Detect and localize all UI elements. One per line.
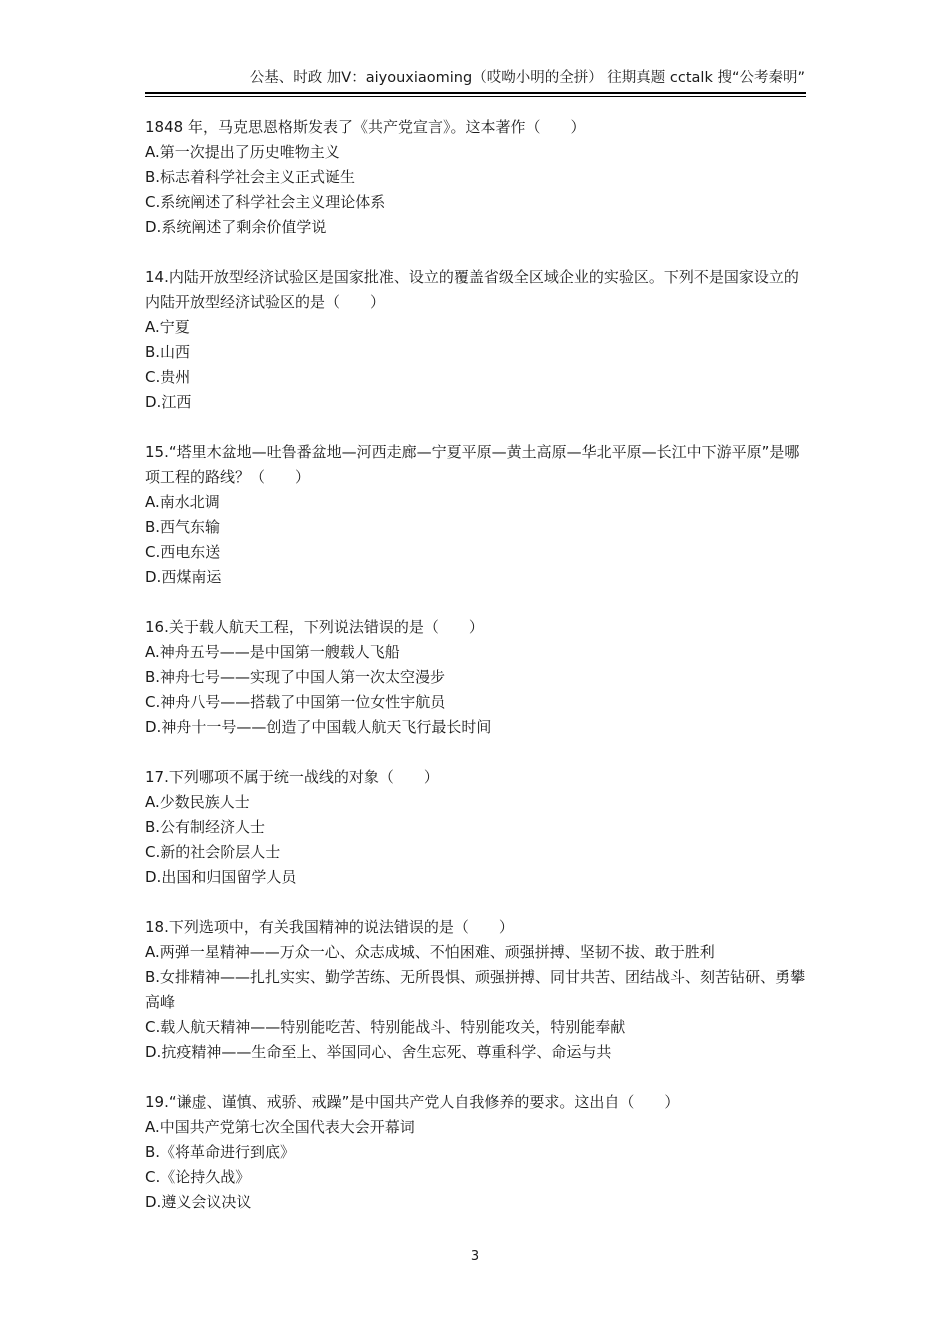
option-b: B.女排精神——扎扎实实、勤学苦练、无所畏惧、顽强拼搏、同甘共苦、团结战斗、刻苦钻研、勇攀高峰	[145, 968, 806, 1011]
question-17	[145, 765, 810, 890]
option-d: D.神舟十一号——创造了中国载人航天飞行最长时间	[145, 718, 492, 736]
question-19	[145, 1090, 810, 1215]
question-list	[145, 115, 810, 1240]
question-13	[145, 115, 810, 240]
question-stem: 1848 年，马克思恩格斯发表了《共产党宣言》。这本著作（ ）	[145, 118, 586, 136]
option-d: D.西煤南运	[145, 568, 222, 586]
option-a: A.两弹一星精神——万众一心、众志成城、不怕困难、顽强拼搏、坚韧不拔、敢于胜利	[145, 943, 715, 961]
question-stem: 15.“塔里木盆地—吐鲁番盆地—河西走廊—宁夏平原—黄土高原—华北平原—长江中下游平原”是哪项工程的路线？（ ）	[145, 443, 800, 486]
option-b: B.公有制经济人士	[145, 818, 266, 836]
page-header: 公基、时政 加V：aiyouxiaoming（哎呦小明的全拼） 往期真题 cctalk 搜“公考秦明”	[249, 70, 805, 86]
option-a: A.少数民族人士	[145, 793, 250, 811]
option-b: B.神舟七号——实现了中国人第一次太空漫步	[145, 668, 446, 686]
option-a: A.中国共产党第七次全国代表大会开幕词	[145, 1118, 415, 1136]
option-d: D.出国和归国留学人员	[145, 868, 297, 886]
option-a: A.南水北调	[145, 493, 220, 511]
header-rule-thin	[145, 96, 806, 97]
question-stem: 17.下列哪项不属于统一战线的对象（ ）	[145, 768, 439, 786]
question-stem: 14.内陆开放型经济试验区是国家批准、设立的覆盖省级全区域企业的实验区。下列不是国家设立的内陆开放型经济试验区的是（ ）	[145, 268, 799, 311]
question-stem: 18.下列选项中，有关我国精神的说法错误的是（ ）	[145, 918, 514, 936]
option-a: A.神舟五号——是中国第一艘载人飞船	[145, 643, 400, 661]
option-b: B.西气东输	[145, 518, 221, 536]
option-c: C.《论持久战》	[145, 1168, 251, 1186]
option-c: C.西电东送	[145, 543, 221, 561]
option-d: D.系统阐述了剩余价值学说	[145, 218, 327, 236]
option-c: C.神舟八号——搭载了中国第一位女性宇航员	[145, 693, 446, 711]
option-c: C.系统阐述了科学社会主义理论体系	[145, 193, 386, 211]
question-15	[145, 440, 810, 590]
option-d: D.江西	[145, 393, 192, 411]
header-rule-thick	[145, 92, 806, 94]
option-b: B.标志着科学社会主义正式诞生	[145, 168, 356, 186]
option-b: B.《将革命进行到底》	[145, 1143, 296, 1161]
option-b: B.山西	[145, 343, 191, 361]
option-d: D.抗疫精神——生命至上、举国同心、舍生忘死、尊重科学、命运与共	[145, 1043, 612, 1061]
question-16	[145, 615, 810, 740]
question-stem: 19.“谦虚、谨慎、戒骄、戒躁”是中国共产党人自我修养的要求。这出自（ ）	[145, 1093, 680, 1111]
option-c: C.载人航天精神——特别能吃苦、特别能战斗、特别能攻关，特别能奉献	[145, 1018, 626, 1036]
question-14	[145, 265, 810, 415]
option-c: C.新的社会阶层人士	[145, 843, 281, 861]
option-a: A.宁夏	[145, 318, 190, 336]
page-number: 3	[470, 1249, 480, 1264]
option-c: C.贵州	[145, 368, 191, 386]
question-18	[145, 915, 810, 1065]
option-a: A.第一次提出了历史唯物主义	[145, 143, 340, 161]
option-d: D.遵义会议决议	[145, 1193, 252, 1211]
question-stem: 16.关于载人航天工程，下列说法错误的是（ ）	[145, 618, 484, 636]
